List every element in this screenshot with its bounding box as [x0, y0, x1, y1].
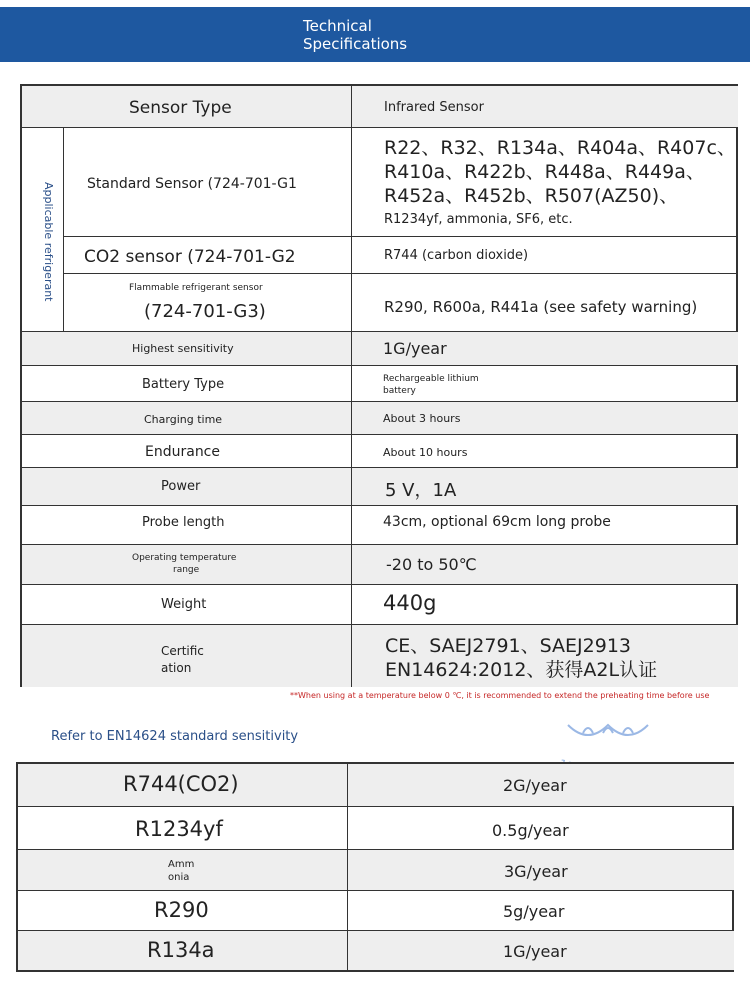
ref-name-2: R1234yf: [135, 817, 223, 841]
temperature-value: -20 to 50℃: [386, 555, 477, 574]
ref-value-4: 5g/year: [503, 902, 565, 921]
charging-time-value: About 3 hours: [383, 412, 461, 425]
flammable-sensor-value: R290, R600a, R441a (see safety warning): [384, 298, 698, 316]
ref-value-1: 2G/year: [503, 776, 567, 795]
ref-name-4: R290: [154, 898, 209, 922]
sensitivity-reference-table: [16, 762, 734, 972]
standard-sensor-value-1: R22、R32、R134a、R404a、R407c、: [384, 137, 736, 159]
flammable-sensor-model: (724-701-G3): [144, 301, 266, 322]
co2-sensor-value: R744 (carbon dioxide): [384, 248, 529, 263]
weight-value: 440g: [383, 591, 437, 615]
standard-sensor-value-3: R452a、R452b、R507(AZ50)、: [384, 185, 679, 207]
preheat-warning: **When using at a temperature below 0 ℃, it is recommended to extend the preheating time before use: [290, 691, 710, 700]
ref-value-5: 1G/year: [503, 942, 567, 961]
ref-name-1: R744(CO2): [123, 772, 239, 796]
row-charging: [22, 401, 738, 434]
certification-label-1: Certific: [161, 644, 204, 658]
endurance-label: Endurance: [145, 444, 220, 460]
power-label: Power: [161, 479, 201, 494]
certification-value-1: CE、SAEJ2791、SAEJ2913: [385, 635, 632, 657]
header-bar: [0, 7, 750, 62]
row-power: [22, 467, 738, 505]
page-title: Technical Specifications: [303, 17, 408, 53]
ref-name-5: R134a: [147, 938, 215, 962]
ref-name-3-line2: onia: [168, 872, 190, 883]
row-temperature: [22, 544, 738, 584]
probe-length-label: Probe length: [142, 515, 225, 530]
sensor-type-value: Infrared Sensor: [384, 100, 484, 115]
temperature-label-2: range: [173, 565, 200, 575]
row-sensitivity: [22, 331, 738, 365]
charging-time-label: Charging time: [144, 413, 223, 426]
co2-sensor-label: CO2 sensor (724-701-G2: [84, 247, 296, 267]
ref-value-3: 3G/year: [504, 862, 568, 881]
sensitivity-label: Highest sensitivity: [132, 342, 234, 355]
standard-sensor-value-2: R410a、R422b、R448a、R449a、: [384, 161, 705, 183]
ref-value-2: 0.5g/year: [492, 821, 569, 840]
certification-value-2: EN14624:2012、获得A2L认证: [385, 659, 658, 681]
sensor-type-label: Sensor Type: [129, 98, 232, 118]
flammable-sensor-label: Flammable refrigerant sensor: [129, 283, 263, 293]
battery-type-label: Battery Type: [142, 377, 225, 392]
endurance-value: About 10 hours: [383, 446, 468, 459]
standard-sensor-value-4: R1234yf, ammonia, SF6, etc.: [384, 212, 573, 227]
battery-type-value-1: Rechargeable lithium: [383, 374, 479, 384]
ref-row-5: [18, 930, 734, 970]
sensitivity-reference-note: Refer to EN14624 standard sensitivity: [51, 729, 299, 744]
ref-row-3: [18, 849, 734, 890]
weight-label: Weight: [161, 597, 207, 612]
battery-type-value-2: battery: [383, 386, 416, 396]
applicable-refrigerant-label: Applicable refrigerant: [42, 182, 55, 302]
standard-sensor-label: Standard Sensor (724-701-G1: [87, 176, 297, 192]
sensitivity-value: 1G/year: [383, 339, 447, 358]
power-value: 5 V，1A: [385, 480, 457, 501]
certification-label-2: ation: [161, 661, 192, 675]
probe-length-value: 43cm, optional 69cm long probe: [383, 514, 611, 530]
spec-table: [20, 84, 738, 687]
ref-name-3-line1: Amm: [168, 859, 195, 870]
temperature-label-1: Operating temperature: [132, 553, 237, 563]
